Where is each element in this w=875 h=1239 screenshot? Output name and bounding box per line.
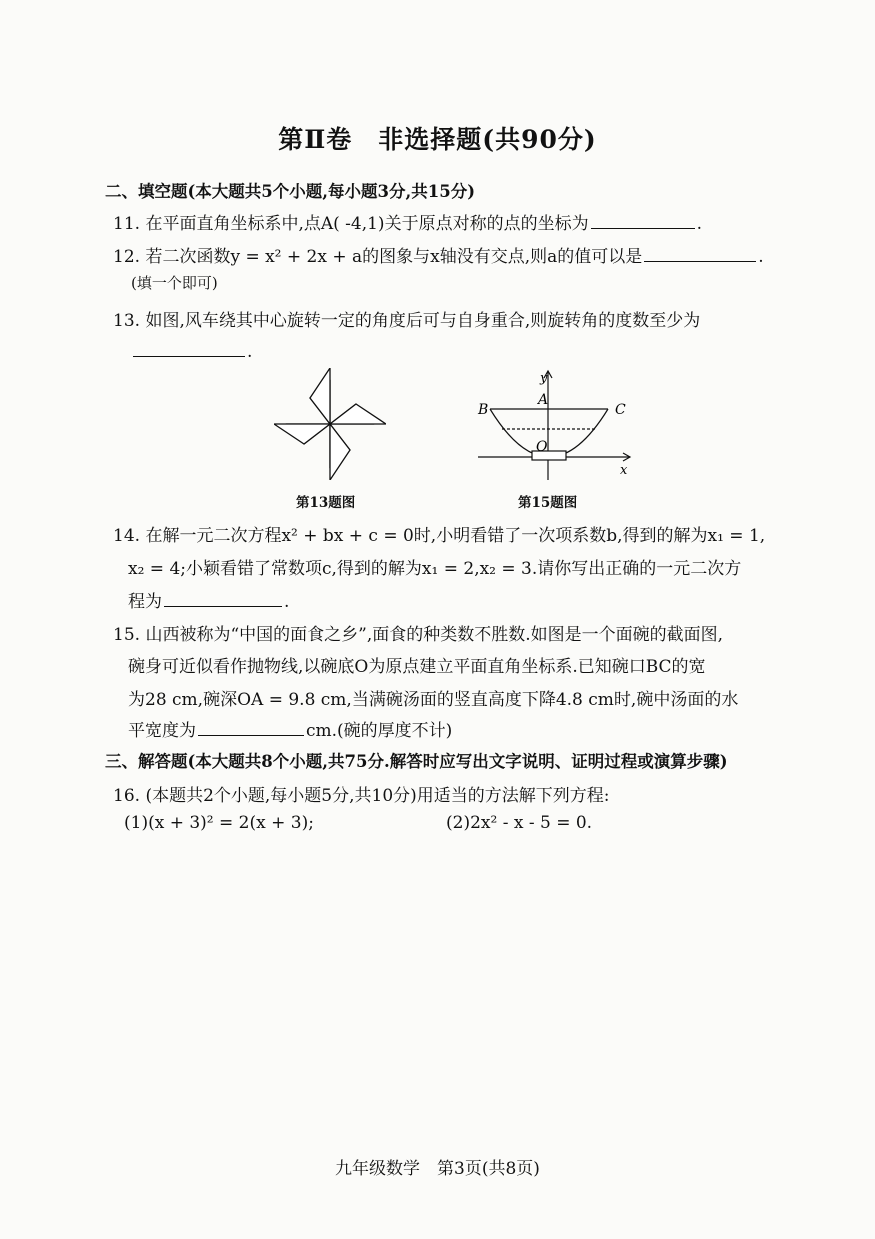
question-12 — [113, 242, 764, 267]
answer-blank-12[interactable] — [644, 243, 756, 262]
q15-line3: 为28 cm,碗深OA = 9.8 cm,当满碗汤面的竖直高度下降4.8 cm时,碗中汤面的水 — [128, 690, 739, 710]
q12-note: (填一个即可) — [131, 274, 218, 292]
q14-line3-text: 程为 — [128, 592, 162, 612]
label-y: y — [540, 371, 548, 386]
q16-text: 16. (本题共2个小题,每小题5分,共10分)用适当的方法解下列方程: — [113, 786, 610, 806]
q13-end: . — [247, 341, 253, 362]
bowl-body — [490, 409, 608, 457]
pinwheel-figure — [274, 368, 386, 480]
section2-heading: 二、填空题(本大题共5个小题,每小题3分,共15分) — [105, 182, 476, 201]
q11-text: 11. 在平面直角坐标系中,点A( -4,1)关于原点对称的点的坐标为 — [113, 214, 589, 234]
q14-end: . — [284, 592, 290, 612]
q14-line3 — [128, 587, 289, 612]
q16-part1: (1)(x + 3)² = 2(x + 3); — [124, 813, 314, 833]
label-A: A — [538, 392, 549, 408]
question-13-line2 — [131, 338, 252, 362]
q11-end: . — [696, 214, 702, 234]
pinwheel-blade-right-light — [330, 404, 386, 424]
answer-blank-14[interactable] — [164, 588, 282, 607]
section-title: 第Ⅱ卷 非选择题(共90分) — [278, 125, 597, 154]
q15-line4a: 平宽度为 — [128, 721, 196, 741]
q12-end: . — [758, 247, 764, 267]
fig15-caption: 第15题图 — [518, 495, 578, 511]
q12-text: 12. 若二次函数y = x² + 2x + a的图象与x轴没有交点,则a的值可以是 — [113, 247, 643, 267]
question-13 — [113, 306, 700, 331]
q15-line2: 碗身可近似看作抛物线,以碗底O为原点建立平面直角坐标系.已知碗口BC的宽 — [128, 657, 706, 677]
question-11 — [113, 209, 702, 234]
q15-line4b: cm.(碗的厚度不计) — [306, 721, 453, 741]
fig13-caption: 第13题图 — [296, 495, 356, 511]
pinwheel-blade-left-light — [274, 424, 330, 444]
answer-blank-15[interactable] — [198, 717, 304, 736]
pinwheel-blade-bottom-light — [330, 424, 350, 480]
answer-blank-13[interactable] — [133, 338, 245, 357]
q14-line1: 14. 在解一元二次方程x² + bx + c = 0时,小明看错了一次项系数b,得到的解为x₁ = 1, — [113, 526, 766, 546]
q15-line4 — [128, 716, 452, 741]
label-C: C — [615, 402, 626, 418]
page-footer: 九年级数学 第3页(共8页) — [335, 1159, 540, 1179]
label-O: O — [536, 439, 548, 455]
q13-text: 13. 如图,风车绕其中心旋转一定的角度后可与自身重合,则旋转角的度数至少为 — [113, 311, 701, 331]
pinwheel-blade-top-light — [310, 368, 330, 424]
section3-heading: 三、解答题(本大题共8个小题,共75分.解答时应写出文字说明、证明过程或演算步骤) — [105, 752, 728, 771]
label-x: x — [620, 463, 628, 478]
q16-part2: (2)2x² - x - 5 = 0. — [446, 813, 593, 833]
bowl-figure — [470, 368, 640, 480]
answer-blank-11[interactable] — [591, 210, 695, 229]
label-B: B — [478, 402, 489, 418]
q14-line2: x₂ = 4;小颖看错了常数项c,得到的解为x₁ = 2,x₂ = 3.请你写出正确的一元二次方 — [128, 559, 742, 579]
q15-line1: 15. 山西被称为“中国的面食之乡”,面食的种类数不胜数.如图是一个面碗的截面图, — [113, 625, 724, 645]
